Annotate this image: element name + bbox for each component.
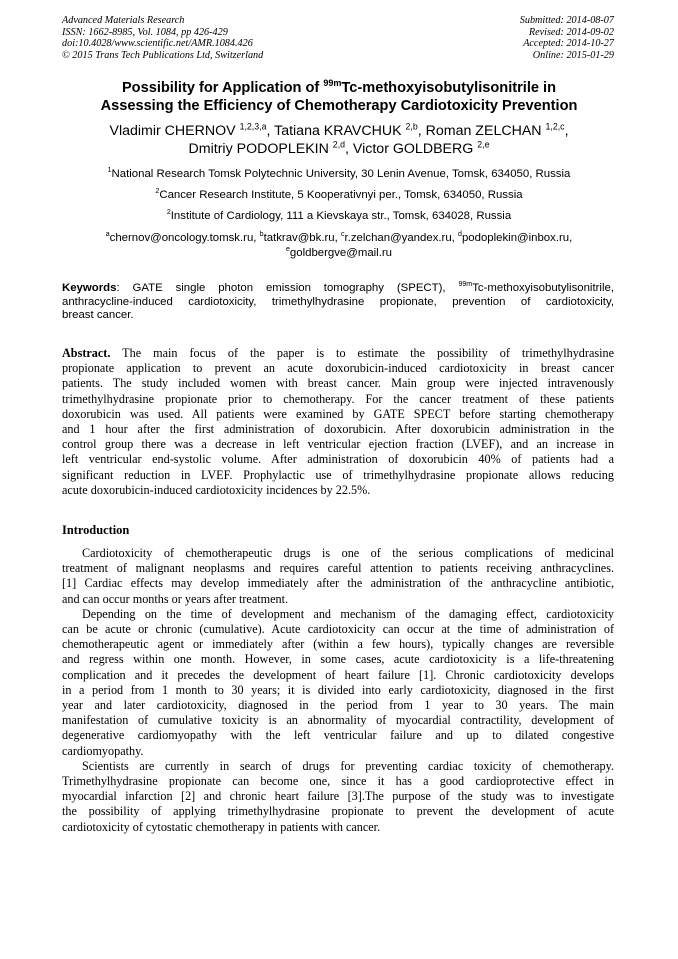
online-date: Online: 2015-01-29 — [532, 49, 614, 61]
introduction-body: Cardiotoxicity of chemotherapeutic drugs is one of the serious complications of medicinal treatment of malignant neoplasms and requires careful attention to patients receiving anthracyclines. [1] Cardiac effects may develop immediately after the administration of the anthracycline antibiotic, and can occur months or years after treatment. Depending on the time of development and mechanism of the damaging effect, cardiotoxicity can be acute or chronic (cumulative). Acute cardiotoxicity can occur at the time of administration of chemotherapeutic agent or immediately after (within a few hours), typically changes are reversible and regress within one month. However, in some cases, acute cardiotoxicity is a life-threatening complication and it precedes the development of heart failure [1]. Chronic cardiotoxicity develops in a period from 1 month to 30 years; it is divided into early cardiotoxicity, diagnosed in the first year and later cardiotoxicity, diagnosed in the period from 1 year to 30 years. The main manifestation of cumulative toxicity is an abnormality of myocardial contractility, development of degenerative cardiomyopathy with the left ventricular failure and up to dilated congestive cardiomyopathy. Scientists are currently in search of drugs for preventing cardiac toxicity of chemotherapy. Trimethylhydrasine propionate can become one, since it has a good cardioprotective effect in myocardial infarction [2] and chronic heart failure [3].The purpose of the study was to investigate the possibility of applying trimethylhydrasine propionate to prevent the development of acute cardiotoxicity of cytostatic chemotherapy in patients with cancer. — [62, 546, 614, 834]
affiliation-2: $^2$Cancer Research Institute, 5 Kooperativnyi per., Tomsk, 634050, Russia — [155, 188, 523, 201]
affiliation-1: $^1$National Research Tomsk Polytechnic University, 30 Lenin Avenue, Tomsk, 634050, Russia — [107, 167, 571, 180]
author-emails: $^a$chernov@oncology.tomsk.ru, $^b$tatkrav@bk.ru, $^c$r.zelchan@yandex.ru, $^d$podoplekin@inbox.ru, — [105, 231, 573, 244]
title-line-2: Assessing the Efficiency of Chemotherapy Cardiotoxicity Prevention — [100, 98, 578, 114]
paper-title: Possibility for Application of $^{99m}$Tc-methoxyisobutylisonitrile in Assessing the Efficiency of Chemotherapy Cardiotoxicity Prevention — [40, 79, 638, 115]
keywords: Keywords: GATE single photon emission tomography (SPECT), $^{99m}$Tc-methoxyisobutylisonitrile, anthracycline-induced cardiotoxicity, trimethylhydrasine propionate, prevention of cardiotoxicity, breast cancer. — [62, 281, 614, 322]
email-goldberg[interactable]: goldbergve@mail.ru — [289, 247, 393, 259]
submitted-date: Submitted: 2014-08-07 — [519, 15, 614, 26]
author-chernov: Vladimir CHERNOV — [109, 123, 240, 139]
email-chernov[interactable]: chernov@oncology.tomsk.ru, — [109, 232, 260, 244]
abstract: Abstract. The main focus of the paper is to estimate the possibility of trimethylhydrasine propionate application to prevent an acute doxorubicin-induced cardiotoxicity in breast cancer patients. The study included women with breast cancer. Main group were injected intravenously trimethylhydrasine propionate prior to chemotherapy. For the cancer treatment of these patients doxorubicin was used. All patients were examined by GATE SPECT before starting chemotherapy and 1 hour after the first administration of doxorubicin. After doxorubicin administration in the control group there was a decrease in left ventricular ejection fraction (LVEF), and an increase in left ventricular end-systolic volume. After administration of doxorubicin 40% of patients had a significant reduction in LVEF. Prophylactic use of trimethylhydrasine propionate allows reducing acute doxorubicin-induced cardiotoxicity incidences by 22.5%. — [62, 346, 614, 497]
affiliation-3: $^2$Institute of Cardiology, 111 a Kievskaya str., Tomsk, 634028, Russia — [166, 209, 512, 222]
revised-date: Revised: 2014-09-02 — [528, 26, 614, 38]
keywords-label: Keywords — [62, 282, 117, 294]
introduction-heading: Introduction — [62, 523, 130, 537]
author-zelchan: , Roman ZELCHAN — [417, 123, 546, 139]
journal-issn: ISSN: 1662-8985, Vol. 1084, pp 426-429 — [62, 26, 228, 38]
author-goldberg: , Victor GOLDBERG — [345, 141, 478, 157]
author-list: Vladimir CHERNOV $^{1,2,3,a}$, Tatiana KRAVCHUK $^{2,b}$, Roman ZELCHAN $^{1,2,c}$, Dmitriy PODOPLEKIN $^{2,d}$, Victor GOLDBERG $^{2,e}$ — [109, 121, 569, 157]
abstract-label: Abstract. — [62, 346, 111, 360]
journal-name: Advanced Materials Research — [62, 15, 185, 26]
email-kravchuk[interactable]: tatkrav@bk.ru, — [263, 232, 341, 244]
submission-dates — [520, 15, 614, 61]
email-zelchan[interactable]: r.zelchan@yandex.ru, — [344, 232, 459, 244]
title-superscript: 99m — [323, 78, 342, 89]
email-podoplekin[interactable]: podoplekin@inbox.ru, — [461, 232, 573, 244]
journal-copyright: © 2015 Trans Tech Publications Ltd, Switzerland — [62, 49, 264, 61]
journal-doi[interactable]: doi:10.4028/www.scientific.net/AMR.1084.426 — [62, 38, 253, 50]
author-emails-line-2: $^e$goldbergve@mail.ru — [285, 246, 393, 259]
accepted-date: Accepted: 2014-10-27 — [523, 38, 614, 50]
author-kravchuk: , Tatiana KRAVCHUK — [266, 123, 406, 139]
author-podoplekin: Dmitriy PODOPLEKIN — [188, 141, 333, 157]
journal-info — [62, 15, 263, 61]
